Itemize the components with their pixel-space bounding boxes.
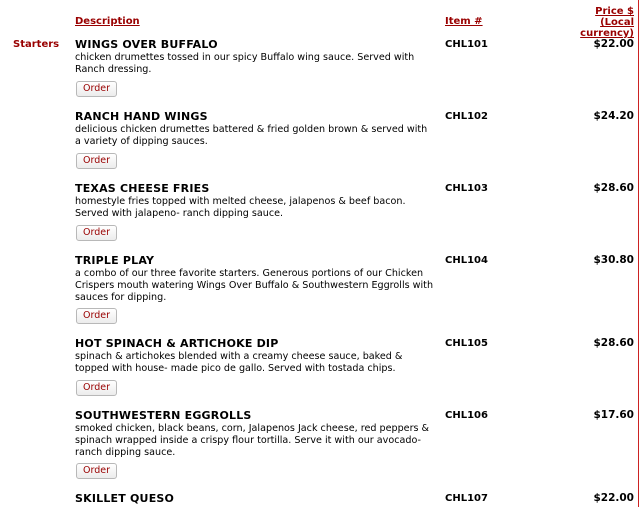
item-name: WINGS OVER BUFFALO [75,38,218,51]
price-column-header[interactable] [564,6,634,39]
menu-table-header [0,0,640,40]
item-number-column-header[interactable]: Item # [445,16,483,27]
order-button[interactable]: Order [76,380,117,396]
table-right-border [638,0,639,507]
item-description: spinach & artichokes blended with a creamy cheese sauce, baked & topped with house- made pico de gallo. Served with tostada chips. [75,351,403,374]
item-code: CHL103 [445,183,488,194]
order-button[interactable]: Order [76,463,117,479]
item-price: $22.00 [593,492,634,504]
item-description: a combo of our three favorite starters. Generous portions of our Chicken Crispers mouth watering Wings Over Buffalo & Southwestern Eggrolls with sauces for dipping. [75,268,434,303]
item-name: TEXAS CHEESE FRIES [75,182,210,195]
item-code: CHL106 [445,410,488,421]
item-code: CHL101 [445,39,488,50]
order-button[interactable]: Order [76,225,117,241]
item-price: $22.00 [593,38,634,50]
price-header-line1: Price $ [595,6,634,17]
item-description: smoked chicken, black beans, corn, Jalapenos Jack cheese, red peppers & spinach wrapped inside a crispy flour tortilla. Serve it with our avocado- ranch dipping sauce. [75,423,430,458]
item-name: TRIPLE PLAY [75,254,155,267]
item-description: chicken drumettes tossed in our spicy Buffalo wing sauce. Served with Ranch dressing. [75,52,415,75]
price-header-line2: (Local [600,17,634,28]
item-description: homestyle fries topped with melted cheese, jalapenos & beef bacon. Served with jalapeno- ranch dipping sauce. [75,196,406,219]
item-price: $28.60 [593,337,634,349]
order-button[interactable]: Order [76,153,117,169]
item-name: SKILLET QUESO [75,492,175,505]
item-price: $17.60 [593,409,634,421]
order-button[interactable]: Order [76,308,117,324]
item-price: $24.20 [593,110,634,122]
category-label-starters: Starters [13,39,60,50]
item-code: CHL105 [445,338,488,349]
item-code: CHL104 [445,255,488,266]
order-button[interactable]: Order [76,81,117,97]
item-name: HOT SPINACH & ARTICHOKE DIP [75,337,279,350]
price-header-line3: currency) [580,28,634,39]
item-price: $28.60 [593,182,634,194]
item-name: SOUTHWESTERN EGGROLLS [75,409,252,422]
item-price: $30.80 [593,254,634,266]
item-description: delicious chicken drumettes battered & fried golden brown & served with a variety of dipping sauces. [75,124,428,147]
description-column-header[interactable]: Description [75,16,140,27]
item-code: CHL107 [445,493,488,504]
item-code: CHL102 [445,111,488,122]
item-name: RANCH HAND WINGS [75,110,208,123]
